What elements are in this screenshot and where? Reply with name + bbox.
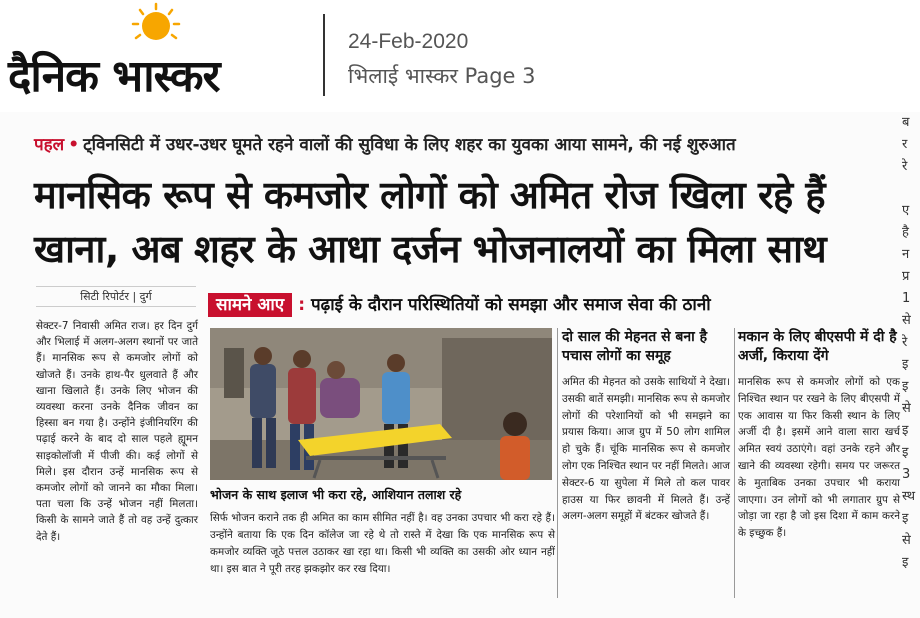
news-photo: [210, 328, 552, 480]
middle-column-body: अमित की मेहनत को उसके साथियों ने देखा। उसकी बातें समझी। मानसिक रूप से कमजोर लोगों की परेशानियों को भी समझने का प्रयास किया। आज ग्रुप में 50 लोग शामिल हो चुके हैं। चूंकि मानसिक रूप से कमजोर लोग एक निश्चित स्थान पर नहीं मिलते। आज सेक्टर-6 या सुपेला में मिले तो कल पावर हाउस या फिर छावनी में मिलते हैं। उन्हें अलग-अलग समूहों में बंटकर खोजते हैं।: [562, 376, 730, 523]
adjacent-article-fragment: न: [902, 247, 910, 262]
adjacent-article-fragment: इ: [902, 511, 909, 526]
sun-logo-icon: [130, 2, 182, 46]
adjacent-article-fragment: ए: [902, 203, 910, 218]
column-divider: [734, 328, 735, 598]
adjacent-article-fragment: र: [902, 137, 908, 152]
byline: सिटी रिपोर्टर | दुर्ग: [36, 286, 196, 307]
bullet-icon: •: [68, 135, 80, 155]
adjacent-article-fragment: इ: [902, 379, 909, 394]
article-kicker: [34, 132, 736, 155]
newspaper-logo: दैनिक भास्कर: [8, 51, 220, 102]
masthead: [0, 0, 920, 112]
adjacent-article-fragment: है: [902, 225, 909, 240]
sub-kicker-text: पढ़ाई के दौरान परिस्थितियों को समझा और समाज सेवा की ठानी: [311, 295, 711, 315]
adjacent-article-fragment: से: [902, 313, 911, 328]
kicker-text: ट्विनसिटी में उधर-उधर घूमते रहने वालों की सुविधा के लिए शहर का युवका आया सामने, की नई शुरुआत: [83, 135, 736, 155]
adjacent-article-fragment: [902, 178, 920, 200]
adjacent-article-fragment: इ: [902, 357, 909, 372]
sub-kicker: [208, 292, 900, 322]
middle-column-headline: दो साल की मेहनत से बना है पचास लोगों का समूह: [562, 329, 708, 364]
edition-date: 24-Feb-2020: [348, 30, 469, 53]
adjacent-article-fragment: से: [902, 533, 911, 548]
photo-section-body: सिर्फ भोजन कराने तक ही अमित का काम सीमित नहीं है। वह उनका उपचार भी करा रहे हैं। उन्होंने बताया कि एक दिन कॉलेज जा रहे थे तो रास्ते में देखा कि एक मानसिक रूप से कमजोर व्यक्ति जूठे पत्तल उठाकर खा रहा था। किसी भी व्यक्ति का उसकी ओर ध्यान नहीं था। इस बात ने पूरी तरह झकझोर कर रख दिया।: [210, 512, 555, 575]
adjacent-article-fragment: 3: [902, 467, 911, 482]
masthead-divider: [323, 14, 325, 96]
photo-caption: भोजन के साथ इलाज भी करा रहे, आशियान तलाश रहे: [210, 487, 462, 502]
adjacent-article-fragment: इ: [902, 555, 909, 570]
adjacent-article-fragment: रे: [902, 335, 908, 350]
adjacent-article-fragment: प्र: [902, 269, 910, 284]
right-column-body: मानसिक रूप से कमजोर लोगों को एक निश्चित स्थान पर रखने के लिए बीएसपी में एक आवास या फिर किसी स्थान के लिए अर्जी दी है। इसमें आने वाला सारा खर्च अमित स्वयं उठाएंगे। वहां उनके रहने और खाने की व्यवस्था रहेगी। समय पर जरूरत के मुताबिक उनका उपचार भी कराया जाएगा। उन लोगों को भी लगातार ग्रुप से जोड़ा जा रहा है जो इस दिशा में काम करने के इच्छुक हैं।: [738, 376, 900, 540]
adjacent-article-fragment: रे: [902, 159, 908, 174]
adjacent-article-fragment: ब: [902, 115, 910, 130]
adjacent-article-fragment: से: [902, 401, 911, 416]
left-column-body: सेक्टर-7 निवासी अमित राज। हर दिन दुर्ग और भिलाई में अलग-अलग स्थानों पर जाते हैं। मानसिक रूप से कमजोर लोगों को खोजते हैं। उनके हाथ-पैर धुलवाते हैं और खाना खिलाते हैं। उनके लिए भोजन की व्यवस्था करना उनके दैनिक जीवन का हिस्सा बन गया है। उन्होंने इंजीनियरिंग की पढ़ाई करने के बाद दो साल पहले ह्यूमन साइकोलॉजी में पीजी की। कई लोगों से मिले। इस दौरान उन्हें मानसिक रूप से कमजोर लोगों को जानने का मौका मिला। पता चला कि उन्हें भोजन नहीं मिलता। किसी के सामने जाते हैं तो वह उन्हें दुत्कार देते हैं।: [36, 320, 198, 543]
column-divider: [557, 328, 558, 598]
headline-line-2: खाना, अब शहर के आधा दर्जन भोजनालयों का मिला साथ: [34, 227, 827, 271]
adjacent-article-strip: [902, 112, 920, 618]
adjacent-article-fragment: इ: [902, 423, 909, 438]
colon-separator: :: [298, 295, 306, 315]
edition-page: भिलाई भास्कर Page 3: [348, 64, 536, 88]
kicker-tag: पहल: [34, 135, 65, 155]
photo-illustration: [210, 328, 552, 480]
sub-kicker-tag: सामने आए: [208, 293, 292, 317]
headline-line-1: मानसिक रूप से कमजोर लोगों को अमित रोज खिला रहे हैं: [34, 173, 826, 217]
right-column-headline: मकान के लिए बीएसपी में दी है अर्जी, किराया देंगे: [738, 329, 897, 364]
adjacent-article-fragment: स्थ: [902, 489, 916, 504]
adjacent-article-fragment: इ: [902, 445, 909, 460]
newspaper-clipping: [0, 112, 920, 618]
adjacent-article-fragment: 1: [902, 291, 911, 306]
